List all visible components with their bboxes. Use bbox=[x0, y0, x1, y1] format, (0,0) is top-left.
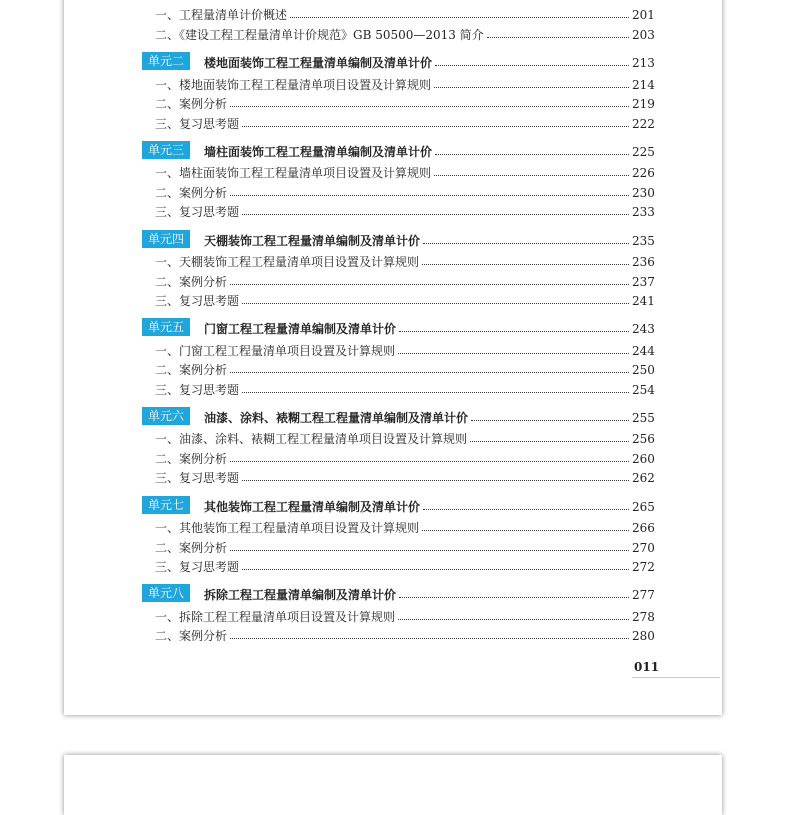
unit-badge: 单元八 bbox=[142, 584, 190, 602]
leader-dots bbox=[230, 106, 629, 107]
toc-item-page: 256 bbox=[632, 432, 655, 446]
toc-unit-seven bbox=[142, 496, 654, 514]
toc-item-page: 244 bbox=[632, 344, 655, 358]
next-page bbox=[64, 755, 722, 815]
unit-page: 255 bbox=[632, 411, 655, 425]
unit-page: 235 bbox=[632, 234, 655, 248]
toc-item-label: 一、拆除工程工程量清单项目设置及计算规则 bbox=[155, 610, 396, 624]
toc-item-label: 一、楼地面装饰工程工程量清单项目设置及计算规则 bbox=[155, 78, 432, 92]
toc-item-page: 230 bbox=[632, 186, 655, 200]
unit-title: 油漆、涂料、裱糊工程工程量清单编制及清单计价 bbox=[204, 411, 469, 425]
leader-dots bbox=[230, 195, 629, 196]
unit-badge: 单元七 bbox=[142, 496, 190, 514]
toc-item bbox=[155, 340, 654, 358]
toc-item-label: 一、门窗工程工程量清单项目设置及计算规则 bbox=[155, 344, 396, 358]
toc-item bbox=[155, 74, 654, 92]
toc-item-page: 219 bbox=[632, 97, 655, 111]
leader-dots bbox=[242, 126, 629, 127]
toc-item bbox=[155, 428, 654, 446]
toc-item bbox=[155, 201, 654, 219]
leader-dots bbox=[487, 37, 629, 38]
toc-item bbox=[155, 290, 654, 308]
unit-badge: 单元三 bbox=[142, 141, 190, 159]
toc-item bbox=[155, 24, 654, 42]
toc-unit-six bbox=[142, 407, 654, 425]
toc-item-label: 一、工程量清单计价概述 bbox=[155, 8, 288, 22]
leader-dots bbox=[230, 372, 629, 373]
unit-badge: 单元二 bbox=[142, 52, 190, 70]
toc-item bbox=[155, 379, 654, 397]
unit-page: 243 bbox=[632, 322, 655, 336]
leader-dots bbox=[242, 214, 629, 215]
toc-item bbox=[155, 625, 654, 643]
toc-item-page: 203 bbox=[632, 28, 655, 42]
toc-item-label: 三、复习思考题 bbox=[155, 383, 240, 397]
unit-page: 213 bbox=[632, 56, 655, 70]
leader-dots bbox=[398, 619, 629, 620]
toc-unit-three bbox=[142, 141, 654, 159]
leader-dots bbox=[398, 353, 629, 354]
leader-dots bbox=[422, 530, 629, 531]
leader-dots bbox=[399, 331, 629, 332]
unit-page: 265 bbox=[632, 500, 655, 514]
toc-unit-five bbox=[142, 318, 654, 336]
unit-title: 拆除工程工程量清单编制及清单计价 bbox=[204, 588, 397, 602]
unit-title: 楼地面装饰工程工程量清单编制及清单计价 bbox=[204, 56, 433, 70]
toc-item-label: 一、墙柱面装饰工程工程量清单项目设置及计算规则 bbox=[155, 166, 432, 180]
toc-item-page: 266 bbox=[632, 521, 655, 535]
toc-item-page: 201 bbox=[632, 8, 655, 22]
leader-dots bbox=[470, 441, 629, 442]
page-number: 011 bbox=[634, 660, 660, 674]
toc-item-page: 241 bbox=[632, 294, 655, 308]
toc-item bbox=[155, 251, 654, 269]
leader-dots bbox=[242, 569, 629, 570]
toc-item-page: 250 bbox=[632, 363, 655, 377]
leader-dots bbox=[242, 303, 629, 304]
unit-page: 225 bbox=[632, 145, 655, 159]
toc-item bbox=[155, 271, 654, 289]
toc-item-label: 二、案例分析 bbox=[155, 275, 228, 289]
toc-item bbox=[155, 537, 654, 555]
toc-item-page: 260 bbox=[632, 452, 655, 466]
toc-item-label: 一、其他装饰工程工程量清单项目设置及计算规则 bbox=[155, 521, 420, 535]
leader-dots bbox=[423, 243, 629, 244]
toc-item-label: 三、复习思考题 bbox=[155, 117, 240, 131]
leader-dots bbox=[230, 461, 629, 462]
toc-item bbox=[155, 359, 654, 377]
toc-item-page: 270 bbox=[632, 541, 655, 555]
toc-item-page: 272 bbox=[632, 560, 655, 574]
leader-dots bbox=[230, 638, 629, 639]
unit-badge: 单元五 bbox=[142, 318, 190, 336]
unit-badge: 单元四 bbox=[142, 230, 190, 248]
leader-dots bbox=[434, 175, 629, 176]
unit-title: 其他装饰工程工程量清单编制及清单计价 bbox=[204, 500, 421, 514]
toc-item bbox=[155, 93, 654, 111]
toc-item bbox=[155, 556, 654, 574]
leader-dots bbox=[230, 284, 629, 285]
toc-item-page: 214 bbox=[632, 78, 655, 92]
toc-item-label: 一、油漆、涂料、裱糊工程工程量清单项目设置及计算规则 bbox=[155, 432, 468, 446]
toc-item-label: 二、案例分析 bbox=[155, 629, 228, 643]
toc-item bbox=[155, 448, 654, 466]
unit-page: 277 bbox=[632, 588, 655, 602]
document-page bbox=[64, 0, 722, 715]
toc-item-page: 254 bbox=[632, 383, 655, 397]
leader-dots bbox=[435, 154, 629, 155]
toc-item bbox=[155, 517, 654, 535]
unit-badge: 单元六 bbox=[142, 407, 190, 425]
toc-unit-two bbox=[142, 52, 654, 70]
toc-item-page: 226 bbox=[632, 166, 655, 180]
toc-item-label: 三、复习思考题 bbox=[155, 294, 240, 308]
toc-item-label: 二、案例分析 bbox=[155, 363, 228, 377]
unit-title: 墙柱面装饰工程工程量清单编制及清单计价 bbox=[204, 145, 433, 159]
toc-item bbox=[155, 4, 654, 22]
toc-item bbox=[155, 113, 654, 131]
leader-dots bbox=[242, 480, 629, 481]
toc-item-label: 二、案例分析 bbox=[155, 97, 228, 111]
leader-dots bbox=[242, 392, 629, 393]
leader-dots bbox=[471, 420, 629, 421]
leader-dots bbox=[399, 597, 629, 598]
unit-title: 天棚装饰工程工程量清单编制及清单计价 bbox=[204, 234, 421, 248]
leader-dots bbox=[435, 65, 629, 66]
toc-item-page: 233 bbox=[632, 205, 655, 219]
toc-unit-four bbox=[142, 230, 654, 248]
toc-item bbox=[155, 162, 654, 180]
leader-dots bbox=[290, 17, 629, 18]
toc-item-page: 262 bbox=[632, 471, 655, 485]
toc-item-page: 237 bbox=[632, 275, 655, 289]
toc-item-label: 一、天棚装饰工程工程量清单项目设置及计算规则 bbox=[155, 255, 420, 269]
toc-item-label: 三、复习思考题 bbox=[155, 560, 240, 574]
toc-item-page: 278 bbox=[632, 610, 655, 624]
toc-item-label: 二、案例分析 bbox=[155, 541, 228, 555]
unit-title: 门窗工程工程量清单编制及清单计价 bbox=[204, 322, 397, 336]
toc-item-page: 236 bbox=[632, 255, 655, 269]
toc-item-label: 二、《建设工程工程量清单计价规范》GB 50500—2013 简介 bbox=[155, 28, 484, 42]
toc-unit-eight bbox=[142, 584, 654, 602]
page-number-rule bbox=[632, 677, 720, 678]
toc-item bbox=[155, 467, 654, 485]
toc-item bbox=[155, 182, 654, 200]
leader-dots bbox=[230, 550, 629, 551]
toc-item-label: 三、复习思考题 bbox=[155, 471, 240, 485]
leader-dots bbox=[422, 264, 629, 265]
toc-item-page: 280 bbox=[632, 629, 655, 643]
toc-item-label: 二、案例分析 bbox=[155, 186, 228, 200]
leader-dots bbox=[423, 509, 629, 510]
toc-item-page: 222 bbox=[632, 117, 655, 131]
toc-item bbox=[155, 606, 654, 624]
leader-dots bbox=[434, 87, 629, 88]
toc-item-label: 三、复习思考题 bbox=[155, 205, 240, 219]
toc-item-label: 二、案例分析 bbox=[155, 452, 228, 466]
